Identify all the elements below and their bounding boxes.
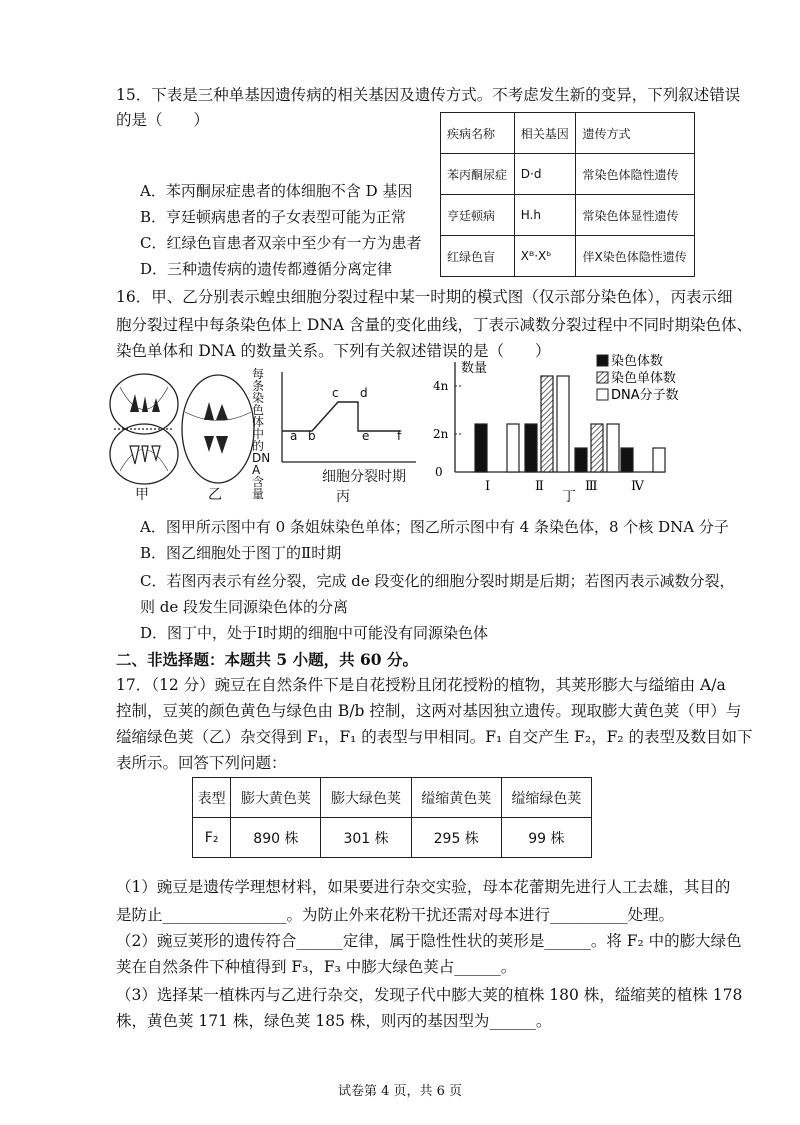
q16-option-a: A．图甲所示图中有 0 条姐妹染色单体；图乙所示图中有 4 条染色体，8 个核 DNA 分子 <box>140 518 729 536</box>
q17-sub1-line1: （1）豌豆是遗传学理想材料，如果要进行杂交实验，母本花蕾期先进行人工去雄，其目的 <box>116 878 731 896</box>
bar-1-1 <box>541 376 553 472</box>
table-row <box>193 818 592 858</box>
ding-y-axis-label: 数量 <box>461 361 488 376</box>
bar-1-2 <box>557 376 569 472</box>
table-cell: 亨廷顿病 <box>441 195 515 236</box>
page-footer: 试卷第 4 页，共 6 页 <box>337 1084 463 1099</box>
table-header-cell: 膨大黄色荚 <box>231 778 321 818</box>
table-cell: 301 株 <box>321 818 411 858</box>
q16-option-d: D．图丁中，处于Ⅰ时期的细胞中可能没有同源染色体 <box>140 624 488 642</box>
q17-sub3-line2: 株，黄色荚 171 株，绿色荚 185 株，则丙的基因型为______。 <box>116 1012 552 1030</box>
table-header-cell: 相关基因 <box>514 113 576 154</box>
q17-stem-line3: 缢缩绿色荚（乙）杂交得到 F₁，F₁ 的表型与甲相同。F₁ 自交产生 F₂，F₂ 的表型及数目如下 <box>116 728 753 746</box>
cell-diagrams <box>100 372 260 502</box>
q17-sub3-line1: （3）选择某一植株丙与乙进行杂交，发现子代中膨大荚的植株 180 株，缢缩荚的植株 178 <box>116 986 743 1004</box>
cell-jia <box>110 374 178 484</box>
table-cell: 890 株 <box>231 818 321 858</box>
bar-3-0 <box>621 448 633 472</box>
figure-label-bing: 丙 <box>336 489 350 505</box>
table-cell: Xᴮ·Xᵇ <box>514 236 576 277</box>
q16-option-c: C．若图丙表示有丝分裂，完成 de 段变化的细胞分裂时期是后期；若图丙表示减数分裂， <box>140 572 735 590</box>
ding-ytick-2n: 2n <box>433 427 449 441</box>
bing-point-f: f <box>397 429 402 443</box>
q16-stem-line2: 胞分裂过程中每条染色体上 DNA 含量的变化曲线，丁表示减数分裂过程中不同时期染色体、 <box>116 316 753 334</box>
ding-ytick-4n: 4n <box>433 379 449 393</box>
category-label: Ⅳ <box>631 479 644 494</box>
q15-option-b: B．亨廷顿病患者的子女表型可能为正常 <box>140 208 407 226</box>
q17-sub1-line2: 是防止________________。为防止外来花粉干扰还需对母本进行__________处理。 <box>116 906 675 924</box>
bing-point-c: c <box>332 386 339 400</box>
bar-1-0 <box>525 424 537 472</box>
table-row <box>441 236 695 277</box>
bing-x-axis-label: 细胞分裂时期 <box>322 469 406 485</box>
table-cell: 99 株 <box>501 818 591 858</box>
table-row <box>441 154 695 195</box>
q15-option-a: A．苯丙酮尿症患者的体细胞不含 D 基因 <box>140 182 413 200</box>
q16-option-b: B．图乙细胞处于图丁的Ⅱ时期 <box>140 544 342 562</box>
table-cell: F₂ <box>193 818 231 858</box>
table-cell: 伴X染色体隐性遗传 <box>576 236 695 277</box>
bar-0-2 <box>507 424 519 472</box>
q17-table <box>192 777 592 858</box>
bar-2-2 <box>607 424 619 472</box>
category-label: Ⅰ <box>485 479 491 494</box>
q17-stem-line1: 17．（12 分）豌豆在自然条件下是自花授粉且闭花授粉的植物，其荚形膨大与缢缩由 A/a <box>116 676 726 694</box>
table-header-cell: 疾病名称 <box>441 113 515 154</box>
q17-sub2-line1: （2）豌豆荚形的遗传符合______定律，属于隐性性状的荚形是______。将 F₂ 中的膨大绿色 <box>116 932 742 950</box>
table-header-cell: 缢缩绿色荚 <box>501 778 591 818</box>
table-cell: 常染色体隐性遗传 <box>576 154 695 195</box>
q17-sub2-line2: 荚在自然条件下种植得到 F₃，F₃ 中膨大绿色荚占______。 <box>116 958 517 976</box>
bing-point-d: d <box>360 386 368 400</box>
bing-point-b: b <box>308 429 316 443</box>
q16-option-c-cont: 则 de 段发生同源染色体的分离 <box>140 598 349 616</box>
bar-3-2 <box>653 448 665 472</box>
table-cell: 苯丙酮尿症 <box>441 154 515 195</box>
bing-point-a: a <box>290 429 298 443</box>
table-row <box>441 195 695 236</box>
table-header-cell: 表型 <box>193 778 231 818</box>
bing-y-axis-label: 每条染色体中的DNA含量 <box>252 367 271 501</box>
table-cell: 常染色体显性遗传 <box>576 195 695 236</box>
table-cell: 295 株 <box>411 818 501 858</box>
table-header-row <box>441 113 695 154</box>
table-cell: D·d <box>514 154 576 195</box>
figure-label-yi: 乙 <box>208 487 222 503</box>
q16-stem-line3: 染色单体和 DNA 的数量关系。下列有关叙述错误的是（ ） <box>116 342 551 360</box>
table-header-cell: 膨大绿色荚 <box>321 778 411 818</box>
table-header-row <box>193 778 592 818</box>
figure-label-jia: 甲 <box>135 487 149 503</box>
bing-point-e: e <box>362 429 370 443</box>
graph-bing <box>270 370 420 470</box>
legend-swatch <box>597 355 608 366</box>
q15-option-d: D．三种遗传病的遗传都遵循分离定律 <box>140 260 393 278</box>
bar-2-0 <box>575 448 587 472</box>
q16-stem-line1: 16．甲、乙分别表示蝗虫细胞分裂过程中某一时期的模式图（仅示部分染色体），丙表示细 <box>116 288 733 306</box>
chart-ding <box>425 352 700 502</box>
table-cell: H.h <box>514 195 576 236</box>
q17-stem-line4: 表所示。回答下列问题： <box>116 754 287 772</box>
legend-swatch <box>597 372 608 383</box>
table-cell: 红绿色盲 <box>441 236 515 277</box>
category-label: Ⅱ <box>535 479 544 494</box>
q15-stem-line1: 15．下表是三种单基因遗传病的相关基因及遗传方式。不考虑发生新的变异，下列叙述错误 <box>116 86 741 104</box>
bar-2-1 <box>591 424 603 472</box>
cell-yi <box>182 375 254 483</box>
legend-label: 染色体数 <box>611 354 664 369</box>
bar-0-0 <box>475 424 487 472</box>
legend-label: DNA分子数 <box>611 388 679 403</box>
yi-chromosomes <box>204 402 228 454</box>
ding-ytick-0: 0 <box>435 465 443 479</box>
figure-label-ding: 丁 <box>562 489 576 505</box>
legend-swatch <box>597 389 608 400</box>
q15-stem-line2: 的是（ ） <box>116 111 210 129</box>
section-heading: 二、非选择题：本题共 5 小题，共 60 分。 <box>116 650 418 669</box>
bing-curve <box>282 402 400 431</box>
category-label: Ⅲ <box>585 479 598 494</box>
legend-label: 染色单体数 <box>611 371 677 386</box>
q17-stem-line2: 控制，豆荚的颜色黄色与绿色由 B/b 控制，这两对基因独立遗传。现取膨大黄色荚（甲）与 <box>116 702 742 720</box>
table-header-cell: 缢缩黄色荚 <box>411 778 501 818</box>
q15-option-c: C．红绿色盲患者双亲中至少有一方为患者 <box>140 234 422 252</box>
table-header-cell: 遗传方式 <box>576 113 695 154</box>
q15-table <box>440 112 695 277</box>
